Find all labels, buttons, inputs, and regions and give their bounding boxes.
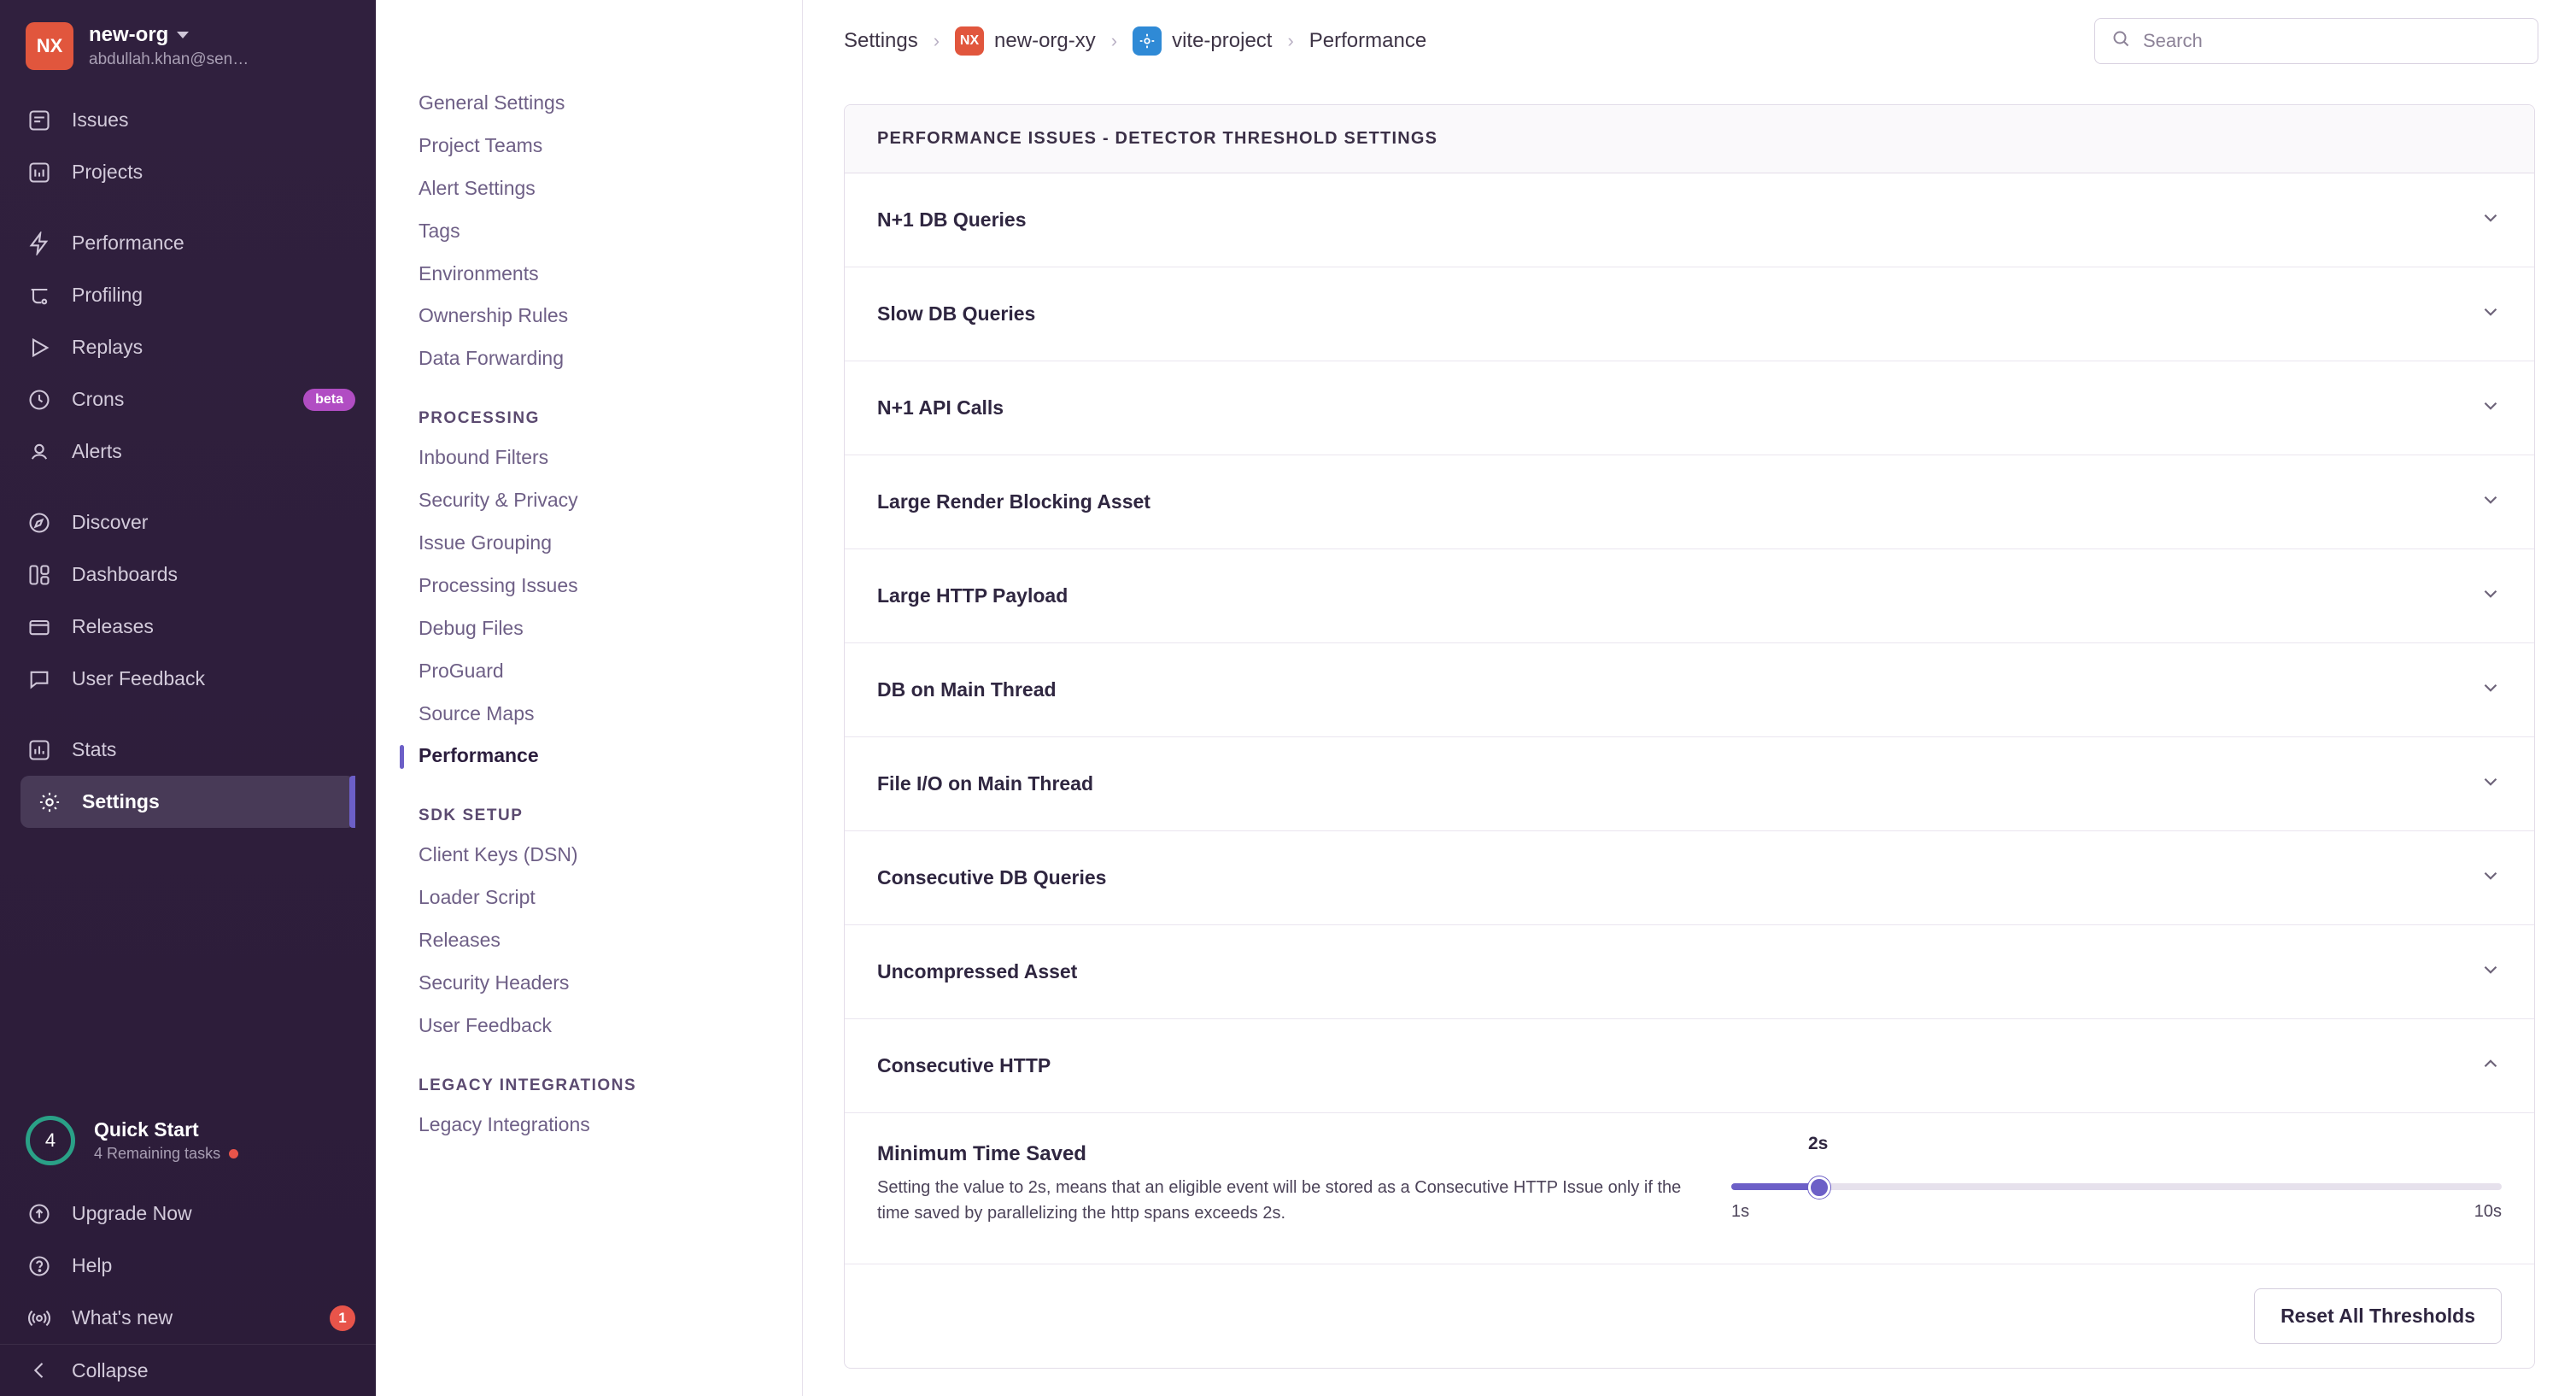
detector-label: Large Render Blocking Asset [877,490,1150,513]
chevron-down-icon[interactable] [2479,489,2502,516]
reset-all-thresholds-button[interactable]: Reset All Thresholds [2254,1288,2502,1344]
sidebar-item-label: Profiling [72,284,143,306]
settings-link-project-teams[interactable]: Project Teams [419,133,543,156]
slider-fill [1731,1183,1818,1190]
quick-start-subtitle-row [94,1145,238,1163]
settings-link-inbound-filters[interactable]: Inbound Filters [419,446,549,469]
main-content [803,0,2576,1396]
settings-link-security-privacy[interactable]: Security & Privacy [419,489,578,512]
projects-icon [26,159,53,186]
sidebar-item-crons[interactable] [0,373,376,425]
settings-section-sdk-setup: SDK SETUP [419,807,524,825]
primary-sidebar [0,0,376,1396]
settings-sidebar [376,0,803,1396]
settings-link-proguard[interactable]: ProGuard [419,659,504,682]
chevron-down-icon[interactable] [2479,301,2502,328]
sidebar-item-discover[interactable] [0,496,376,548]
settings-link-loader-script[interactable]: Loader Script [419,886,536,909]
settings-link-tags[interactable]: Tags [419,219,460,242]
sidebar-item-label: Replays [72,336,143,358]
settings-link-general-settings[interactable]: General Settings [419,91,565,114]
quick-start-title: Quick Start [94,1118,199,1141]
settings-content [803,82,2576,1369]
org-name: new-org [89,23,169,46]
sidebar-item-issues[interactable] [0,94,376,146]
settings-link-user-feedback[interactable]: User Feedback [419,1013,552,1036]
detector-row-consecutive-http[interactable] [845,1019,2534,1113]
sidebar-item-replays[interactable] [0,321,376,373]
detector-label: Consecutive HTTP [877,1054,1051,1076]
nav-group-2 [0,217,376,478]
detector-row-uncompressed-asset[interactable] [845,925,2534,1019]
search-placeholder: Search [2143,30,2203,51]
sidebar-item-dashboards[interactable] [0,548,376,601]
slider-handle[interactable] [1808,1176,1830,1199]
compass-icon [26,509,53,537]
org-user-email: abdullah.khan@sen… [89,50,249,68]
org-avatar: NX [26,22,73,70]
chevron-down-icon[interactable] [2479,677,2502,704]
chevron-up-icon[interactable] [2479,1053,2502,1080]
settings-link-security-headers[interactable]: Security Headers [419,971,570,994]
sidebar-item-label: Settings [82,790,160,812]
profiling-icon [26,282,53,309]
clock-icon [26,386,53,414]
slider-min-label: 1s [1731,1202,1750,1221]
detector-label: Uncompressed Asset [877,960,1078,982]
quick-start-widget[interactable] [0,1109,376,1188]
sidebar-bottom-nav [0,1188,376,1396]
nav-group-1 [0,94,376,198]
breadcrumb-project[interactable] [1133,26,1272,56]
detector-row-file-io-on-main-thread[interactable] [845,737,2534,831]
sidebar-collapse-button[interactable] [0,1344,376,1396]
detector-row-large-render-blocking-asset[interactable] [845,455,2534,549]
settings-link-data-forwarding[interactable]: Data Forwarding [419,347,565,370]
sidebar-item-upgrade-now[interactable] [0,1188,376,1240]
slider-labels [1731,1202,2502,1222]
threshold-description: Setting the value to 2s, means that an eligible event will be stored as a Consecutive HTTP Issue only if the time saved by parallelizing the http spans exceeds 2s. [877,1178,1682,1223]
sidebar-nav [0,89,376,847]
threshold-slider[interactable] [1731,1134,2502,1222]
settings-link-ownership-rules[interactable]: Ownership Rules [419,304,569,327]
dashboards-icon [26,561,53,589]
sidebar-item-label: Issues [72,109,129,131]
panel-footer [845,1264,2534,1368]
org-text [89,23,249,69]
settings-link-source-maps[interactable]: Source Maps [419,701,535,724]
panel-header: PERFORMANCE ISSUES - DETECTOR THRESHOLD SETTINGS [845,105,2534,173]
settings-section-legacy-integrations: LEGACY INTEGRATIONS [419,1076,637,1094]
sidebar-item-label: Releases [72,615,154,637]
org-switcher[interactable] [0,0,376,89]
sidebar-item-label: Upgrade Now [72,1202,192,1224]
sidebar-item-user-feedback[interactable] [0,653,376,705]
sidebar-item-performance[interactable] [0,217,376,269]
nav-group-4 [0,724,376,828]
help-icon [26,1252,53,1280]
chevron-down-icon[interactable] [2479,583,2502,610]
detector-threshold-panel [844,104,2535,1369]
breadcrumb-settings[interactable]: Settings [844,29,918,52]
detector-label: DB on Main Thread [877,678,1057,701]
settings-link-alert-settings[interactable]: Alert Settings [419,176,536,199]
chevron-down-icon[interactable] [2479,207,2502,234]
detector-row-consecutive-db-queries[interactable] [845,831,2534,925]
alerts-icon [26,438,53,466]
nav-group-3 [0,496,376,705]
sidebar-item-stats[interactable] [0,724,376,776]
stats-icon [26,736,53,764]
threshold-detail-consecutive-http [845,1113,2534,1264]
slider-max-label: 10s [2474,1202,2502,1221]
sidebar-item-label: Help [72,1254,113,1276]
breadcrumb-project-label: vite-project [1172,29,1273,52]
settings-link-client-keys[interactable]: Client Keys (DSN) [419,843,578,866]
project-icon [1133,26,1162,56]
settings-link-issue-grouping[interactable]: Issue Grouping [419,531,552,554]
breadcrumb-org-label: new-org-xy [994,29,1096,52]
detector-label: N+1 DB Queries [877,208,1027,231]
detector-label: Large HTTP Payload [877,584,1068,607]
detector-row-large-http-payload[interactable] [845,549,2534,643]
org-icon: NX [955,26,984,56]
status-dot-icon [229,1149,238,1158]
detector-label: File I/O on Main Thread [877,772,1094,795]
sidebar-item-label: Performance [72,232,184,254]
beta-badge: beta [303,389,355,411]
quick-start-progress: 4 [26,1116,75,1165]
sidebar-item-projects[interactable] [0,146,376,198]
sidebar-item-label: What's new [72,1306,173,1329]
sidebar-item-profiling[interactable] [0,269,376,321]
detector-label: Consecutive DB Queries [877,866,1107,889]
settings-link-processing-issues[interactable]: Processing Issues [419,573,578,596]
detector-row-n1-db-queries[interactable] [845,173,2534,267]
sidebar-item-label: Alerts [72,440,122,462]
sidebar-item-alerts[interactable] [0,425,376,478]
chevron-down-icon[interactable] [2479,771,2502,798]
sidebar-item-label: Stats [72,738,117,760]
feedback-icon [26,666,53,693]
detector-row-db-on-main-thread[interactable] [845,643,2534,737]
chevron-down-icon [177,32,189,38]
sidebar-item-releases[interactable] [0,601,376,653]
active-indicator [349,776,355,828]
chevron-down-icon[interactable] [2479,865,2502,892]
sidebar-item-whats-new[interactable] [0,1292,376,1344]
breadcrumb-separator: › [1110,30,1118,51]
gear-icon [36,789,63,816]
play-icon [26,334,53,361]
detector-row-n1-api-calls[interactable] [845,361,2534,455]
settings-section-processing: PROCESSING [419,409,540,428]
whats-new-count-badge: 1 [330,1305,355,1331]
sidebar-item-help[interactable] [0,1240,376,1292]
sidebar-item-settings[interactable] [20,776,355,828]
chevron-left-icon [26,1357,53,1384]
detector-label: N+1 API Calls [877,396,1004,419]
sidebar-item-label: User Feedback [72,667,205,689]
detector-row-slow-db-queries[interactable] [845,267,2534,361]
settings-link-performance[interactable]: Performance [376,735,802,777]
quick-start-subtitle: 4 Remaining tasks [94,1145,221,1162]
breadcrumb-performance[interactable]: Performance [1308,29,1427,52]
settings-link-releases[interactable]: Releases [419,929,501,952]
issues-icon [26,107,53,134]
breadcrumb [844,26,1426,56]
search-icon [2111,28,2131,54]
sidebar-item-label: Discover [72,511,149,533]
threshold-detail-text [877,1142,1697,1226]
slider-track[interactable] [1731,1183,2502,1190]
chevron-down-icon[interactable] [2479,959,2502,986]
detector-label: Slow DB Queries [877,302,1036,325]
threshold-title: Minimum Time Saved [877,1142,1086,1165]
sidebar-spacer [0,847,376,1109]
search-input[interactable] [2094,18,2538,64]
breadcrumb-separator: › [933,30,940,51]
releases-icon [26,613,53,641]
settings-link-environments[interactable]: Environments [419,261,539,284]
settings-link-legacy-integrations[interactable]: Legacy Integrations [419,1112,590,1135]
upgrade-icon [26,1200,53,1228]
top-bar [803,0,2576,82]
org-name-row [89,23,249,47]
settings-link-debug-files[interactable]: Debug Files [419,616,524,639]
sidebar-item-label: Projects [72,161,143,183]
breadcrumb-org[interactable] [955,26,1096,56]
sidebar-item-label: Crons [72,388,125,410]
broadcast-icon [26,1305,53,1332]
chevron-down-icon[interactable] [2479,395,2502,422]
sidebar-item-label: Dashboards [72,563,179,585]
breadcrumb-separator: › [1287,30,1294,51]
sidebar-item-label: Collapse [72,1358,149,1381]
lightning-icon [26,230,53,257]
quick-start-text [94,1118,238,1163]
slider-current-value: 2s [1808,1134,1829,1153]
